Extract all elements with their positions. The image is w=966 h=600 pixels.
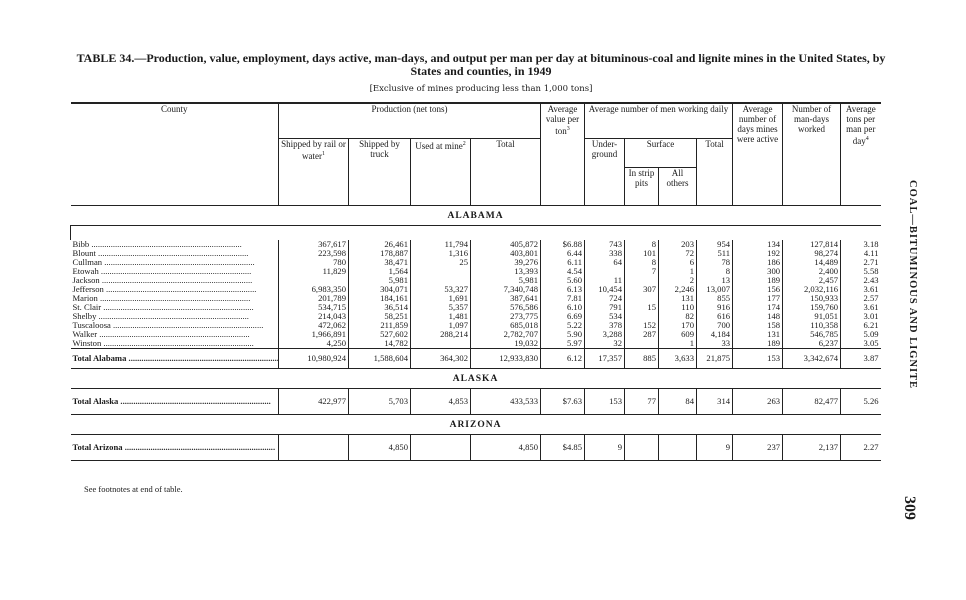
cell-truck: 527,602 [349,330,411,339]
cell-mandays: 2,032,116 [783,285,841,294]
cell-rail: 201,789 [279,294,349,303]
county-cell [71,294,279,303]
cell-total: 5,981 [471,276,541,285]
header-avg-value: Average value per ton$^3$ [541,103,585,206]
cell-truck: 211,859 [349,321,411,330]
cell-mandays: 2,457 [783,276,841,285]
cell-others: 170 [659,321,697,330]
county-name: Jackson ..... [73,276,253,285]
cell-strip: 101 [625,249,659,258]
cell-rail: 4,250 [279,339,349,349]
cell-total: 7,340,748 [471,285,541,294]
cell-tons: 2.43 [841,276,881,285]
cell-mandays: 159,760 [783,303,841,312]
cell-men: 700 [697,321,733,330]
cell-tons: 4.11 [841,249,881,258]
cell-truck: 36,514 [349,303,411,312]
county-cell [71,330,279,339]
cell-days: 300 [733,267,783,276]
cell-others: 3,633 [659,349,697,369]
cell-value: 5.60 [541,276,585,285]
header-underground: Under-ground [585,139,625,206]
cell-strip: 885 [625,349,659,369]
cell-truck: 184,161 [349,294,411,303]
cell-men: 314 [697,389,733,415]
cell-under: 9 [585,435,625,461]
cell-under: 11 [585,276,625,285]
cell-men: 78 [697,258,733,267]
cell-under: 153 [585,389,625,415]
county-name: Bibb ..... [73,240,242,249]
cell-men: 511 [697,249,733,258]
cell-others: 203 [659,240,697,249]
county-name: Tuscaloosa ..... [73,321,264,330]
table-row [71,258,881,267]
cell-value: $6.88 [541,240,585,249]
cell-others: 110 [659,303,697,312]
cell-men: 13,007 [697,285,733,294]
cell-value: 4.54 [541,267,585,276]
header-man-days: Number of man-days worked [783,103,841,206]
cell-mandays: 98,274 [783,249,841,258]
cell-mandays: 110,358 [783,321,841,330]
header-used-at-mine: Used at mine$^2$ [411,139,471,206]
section-header-alabama [71,206,881,226]
cell-under: 724 [585,294,625,303]
cell-value: 7.81 [541,294,585,303]
cell-rail: 214,043 [279,312,349,321]
section-title: ARIZONA [71,415,881,435]
cell-men: 855 [697,294,733,303]
header-avg-days: Average number of days mines were active [733,103,783,206]
county-name: Blount ..... [73,249,249,258]
county-name: Etowah ..... [73,267,252,276]
cell-days: 263 [733,389,783,415]
cell-value: 6.44 [541,249,585,258]
cell-mine [411,267,471,276]
cell-value: 6.12 [541,349,585,369]
cell-mandays: 2,400 [783,267,841,276]
county-cell [71,435,279,461]
table-row [71,303,881,312]
county-cell [71,349,279,369]
cell-under: 534 [585,312,625,321]
cell-tons: 3.87 [841,349,881,369]
cell-men: 8 [697,267,733,276]
cell-truck: 178,887 [349,249,411,258]
table-row [71,321,881,330]
table-row [71,294,881,303]
cell-others: 2 [659,276,697,285]
cell-mandays: 6,237 [783,339,841,349]
cell-mine: 1,316 [411,249,471,258]
cell-value: 6.69 [541,312,585,321]
cell-men: 916 [697,303,733,312]
county-cell [71,389,279,415]
county-name: Winston ..... [73,339,254,348]
cell-others: 84 [659,389,697,415]
cell-rail: 472,062 [279,321,349,330]
county-cell [71,303,279,312]
cell-men: 9 [697,435,733,461]
total-row-alabama [71,349,881,369]
cell-men: 13 [697,276,733,285]
county-cell [71,339,279,349]
cell-total: 273,775 [471,312,541,321]
cell-men: 21,875 [697,349,733,369]
cell-mine: 53,327 [411,285,471,294]
cell-under: 338 [585,249,625,258]
cell-men: 33 [697,339,733,349]
cell-days: 192 [733,249,783,258]
header-strip-pits: In strip pits [625,167,659,205]
cell-mandays: 3,342,674 [783,349,841,369]
cell-tons: 5.09 [841,330,881,339]
page-number: 309 [901,496,918,520]
cell-mine [411,435,471,461]
cell-strip: 7 [625,267,659,276]
cell-truck: 5,703 [349,389,411,415]
cell-under: 743 [585,240,625,249]
cell-rail: 6,983,350 [279,285,349,294]
county-name: Walker ..... [73,330,250,339]
table-row [71,285,881,294]
cell-strip: 152 [625,321,659,330]
spacer [71,226,881,241]
cell-days: 237 [733,435,783,461]
cell-total: 576,586 [471,303,541,312]
cell-mine: 364,302 [411,349,471,369]
cell-rail [279,435,349,461]
cell-days: 189 [733,276,783,285]
county-cell [71,267,279,276]
cell-others: 6 [659,258,697,267]
cell-total: 685,018 [471,321,541,330]
cell-tons: 5.58 [841,267,881,276]
county-name: Total Arizona ..... [73,442,276,452]
cell-mandays: 82,477 [783,389,841,415]
cell-mine: 1,097 [411,321,471,330]
cell-others [659,435,697,461]
section-title: ALASKA [71,369,881,389]
cell-tons: 5.26 [841,389,881,415]
county-name: Cullman ..... [73,258,255,267]
cell-days: 156 [733,285,783,294]
county-cell [71,258,279,267]
table-row [71,330,881,339]
cell-strip: 15 [625,303,659,312]
cell-under: 3,288 [585,330,625,339]
cell-rail: 422,977 [279,389,349,415]
cell-strip [625,435,659,461]
cell-tons: 2.27 [841,435,881,461]
cell-mandays: 546,785 [783,330,841,339]
cell-total: 12,933,830 [471,349,541,369]
section-title: ALABAMA [71,206,881,226]
cell-mine: 1,481 [411,312,471,321]
table-row [71,276,881,285]
cell-rail: 10,980,924 [279,349,349,369]
cell-mandays: 14,489 [783,258,841,267]
cell-days: 189 [733,339,783,349]
header-men-group: Average number of men working daily [585,103,733,139]
cell-rail: 223,598 [279,249,349,258]
cell-under: 378 [585,321,625,330]
cell-value: $4.85 [541,435,585,461]
cell-strip: 307 [625,285,659,294]
cell-rail: 1,966,891 [279,330,349,339]
total-row-alaska [71,389,881,415]
county-name: Total Alaska ..... [73,396,271,406]
cell-total: 2,782,707 [471,330,541,339]
cell-others: 82 [659,312,697,321]
cell-total: 433,533 [471,389,541,415]
cell-mine: 5,357 [411,303,471,312]
cell-mine [411,339,471,349]
cell-truck: 1,588,604 [349,349,411,369]
cell-total: 13,393 [471,267,541,276]
county-name: Jefferson ..... [73,285,257,294]
section-header-arizona [71,415,881,435]
header-total: Total [471,139,541,206]
table-header [71,103,881,206]
cell-strip: 77 [625,389,659,415]
cell-mine: 25 [411,258,471,267]
cell-mine: 1,691 [411,294,471,303]
table-row [71,240,881,249]
county-cell [71,312,279,321]
cell-mandays: 127,814 [783,240,841,249]
cell-strip [625,339,659,349]
table-subtitle: [Exclusive of mines producing less than 1,000 tons] [369,84,593,94]
cell-mandays: 150,933 [783,294,841,303]
cell-rail: 367,617 [279,240,349,249]
cell-mine: 4,853 [411,389,471,415]
cell-under: 10,454 [585,285,625,294]
cell-under: 791 [585,303,625,312]
cell-strip: 8 [625,240,659,249]
cell-total: 405,872 [471,240,541,249]
cell-rail: 534,715 [279,303,349,312]
total-row-arizona [71,435,881,461]
cell-value: 5.22 [541,321,585,330]
cell-days: 134 [733,240,783,249]
cell-truck: 5,981 [349,276,411,285]
header-all-others: All others [659,167,697,205]
table-row [71,312,881,321]
cell-days: 148 [733,312,783,321]
cell-total: 19,032 [471,339,541,349]
cell-mine: 11,794 [411,240,471,249]
header-county: County [71,103,279,206]
table-row [71,339,881,349]
county-name: Marion ..... [73,294,251,303]
cell-others: 1 [659,267,697,276]
cell-tons: 3.61 [841,303,881,312]
cell-rail: 780 [279,258,349,267]
cell-value: 5.90 [541,330,585,339]
cell-strip: 8 [625,258,659,267]
cell-men: 4,184 [697,330,733,339]
header-avg-tons: Average tons per man per day$^4$ [841,103,881,206]
table-row [71,267,881,276]
county-name: St. Clair ..... [73,303,254,312]
cell-value: 6.13 [541,285,585,294]
running-heading: COAL—BITUMINOUS AND LIGNITE [907,180,918,390]
county-name: Total Alabama ..... [73,353,279,363]
cell-others: 1 [659,339,697,349]
cell-truck: 26,461 [349,240,411,249]
data-table [70,102,881,461]
header-men-total: Total [697,139,733,206]
table-row [71,249,881,258]
cell-truck: 1,564 [349,267,411,276]
cell-days: 158 [733,321,783,330]
header-shipped-rail: Shipped by rail or water$^1$ [279,139,349,206]
cell-total: 4,850 [471,435,541,461]
cell-days: 153 [733,349,783,369]
cell-tons: 3.61 [841,285,881,294]
cell-others: 2,246 [659,285,697,294]
cell-truck: 38,471 [349,258,411,267]
cell-others: 131 [659,294,697,303]
cell-tons: 3.18 [841,240,881,249]
cell-truck: 58,251 [349,312,411,321]
county-cell [71,240,279,249]
cell-total: 39,276 [471,258,541,267]
cell-tons: 3.05 [841,339,881,349]
cell-mandays: 2,137 [783,435,841,461]
cell-days: 177 [733,294,783,303]
table-body [71,206,881,461]
cell-truck: 304,071 [349,285,411,294]
cell-tons: 2.57 [841,294,881,303]
cell-value: $7.63 [541,389,585,415]
table-title: TABLE 34.—Production, value, employment, days active, man-days, and output per man per day at bituminous-coal and lignite mines in the United States, by States and counties, in 1949 [76,51,886,78]
cell-under: 32 [585,339,625,349]
cell-truck: 14,782 [349,339,411,349]
cell-total: 403,801 [471,249,541,258]
header-production-group: Production (net tons) [279,103,541,139]
cell-days: 186 [733,258,783,267]
header-surface-group: Surface [625,139,697,168]
cell-days: 174 [733,303,783,312]
cell-mandays: 91,051 [783,312,841,321]
cell-mine: 288,214 [411,330,471,339]
cell-tons: 2.71 [841,258,881,267]
header-shipped-truck: Shipped by truck [349,139,411,206]
cell-value: 6.11 [541,258,585,267]
cell-tons: 6.21 [841,321,881,330]
cell-rail: 11,829 [279,267,349,276]
cell-tons: 3.01 [841,312,881,321]
cell-value: 5.97 [541,339,585,349]
cell-truck: 4,850 [349,435,411,461]
section-header-alaska [71,369,881,389]
cell-others: 72 [659,249,697,258]
cell-under: 64 [585,258,625,267]
cell-value: 6.10 [541,303,585,312]
cell-under: 17,357 [585,349,625,369]
county-cell [71,276,279,285]
county-name: Shelby ..... [73,312,249,321]
cell-men: 954 [697,240,733,249]
cell-others: 609 [659,330,697,339]
footnote: See footnotes at end of table. [84,484,183,494]
county-cell [71,321,279,330]
cell-men: 616 [697,312,733,321]
cell-total: 387,641 [471,294,541,303]
cell-strip: 287 [625,330,659,339]
cell-days: 131 [733,330,783,339]
county-cell [71,249,279,258]
county-cell [71,285,279,294]
